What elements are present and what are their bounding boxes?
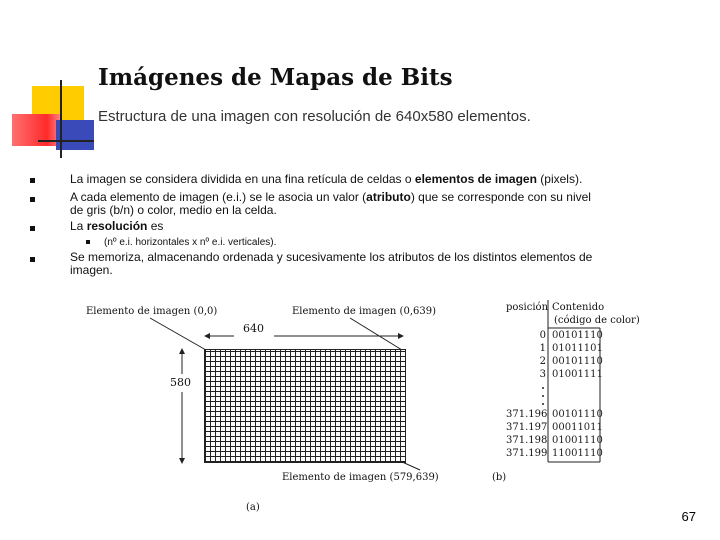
table-header-position: posición: [506, 302, 549, 313]
width-label: 640: [243, 322, 264, 335]
bullet-4-line-1: Se memoriza, almacenando ordenada y sucesivamente los atributos de los distintos elementos de: [70, 250, 593, 264]
bullet-3-text-c: es: [147, 219, 164, 233]
bullet-3-text-a: La: [70, 219, 87, 233]
table-row-pos: 2: [539, 356, 546, 367]
table-row-val: 01001111: [552, 369, 603, 380]
slide-title: Imágenes de Mapas de Bits: [98, 64, 453, 91]
bullet-2-bold: atributo: [366, 190, 411, 204]
bullet-1-text-a: La imagen se considera dividida en una fina retícula de celdas o: [70, 172, 415, 186]
slide-subtitle: Estructura de una imagen con resolución de 640x580 elementos.: [98, 108, 531, 125]
label-pixel-0-639: Elemento de imagen (0,639): [292, 306, 436, 317]
table-row-val: 11001110: [552, 448, 603, 459]
page-number: 67: [681, 509, 696, 524]
table-row-val: 00101110: [552, 356, 603, 367]
table-row-pos: 371.196: [506, 409, 548, 420]
bullet-1-text-c: (pixels).: [536, 172, 583, 186]
table-row-pos: 371.198: [506, 435, 548, 446]
table-row-pos: 371.197: [506, 422, 548, 433]
table-header-content-sub: (código de color): [554, 315, 640, 326]
table-row-pos: 3: [539, 369, 546, 380]
table-row-val: 01011101: [552, 343, 603, 354]
height-label: 580: [170, 376, 191, 389]
caption-a: (a): [246, 502, 260, 513]
label-pixel-0-0: Elemento de imagen (0,0): [86, 306, 218, 317]
bullet-2-text-c: ) que se corresponde con su nivel: [410, 190, 591, 204]
bullet-4-line-2: imagen.: [70, 263, 113, 277]
bullet-2-line-2: de gris (b/n) o color, medio en la celda.: [70, 203, 277, 217]
table-row-pos: 1: [539, 343, 546, 354]
table-row-val: 00011011: [552, 422, 603, 433]
label-pixel-579-639: Elemento de imagen (579,639): [282, 472, 439, 483]
sub-bullet: (nº e.i. horizontales x nº e.i. verticales).: [104, 237, 277, 248]
bullet-2-text-a: A cada elemento de imagen (e.i.) se le asocia un valor (: [70, 190, 367, 204]
table-row-pos: 371.199: [506, 448, 548, 459]
caption-b: (b): [492, 472, 507, 483]
table-row-val: 00101110: [552, 330, 603, 341]
bullet-1-bold: elementos de imagen: [414, 172, 537, 186]
ellipsis-dots: [538, 384, 558, 408]
pixel-grid: [204, 349, 406, 463]
table-row-val: 00101110: [552, 409, 603, 420]
table-row-val: 01001110: [552, 435, 603, 446]
table-header-content: Contenido: [552, 302, 605, 313]
bullet-3-bold: resolución: [86, 219, 148, 233]
table-row-pos: 0: [539, 330, 546, 341]
